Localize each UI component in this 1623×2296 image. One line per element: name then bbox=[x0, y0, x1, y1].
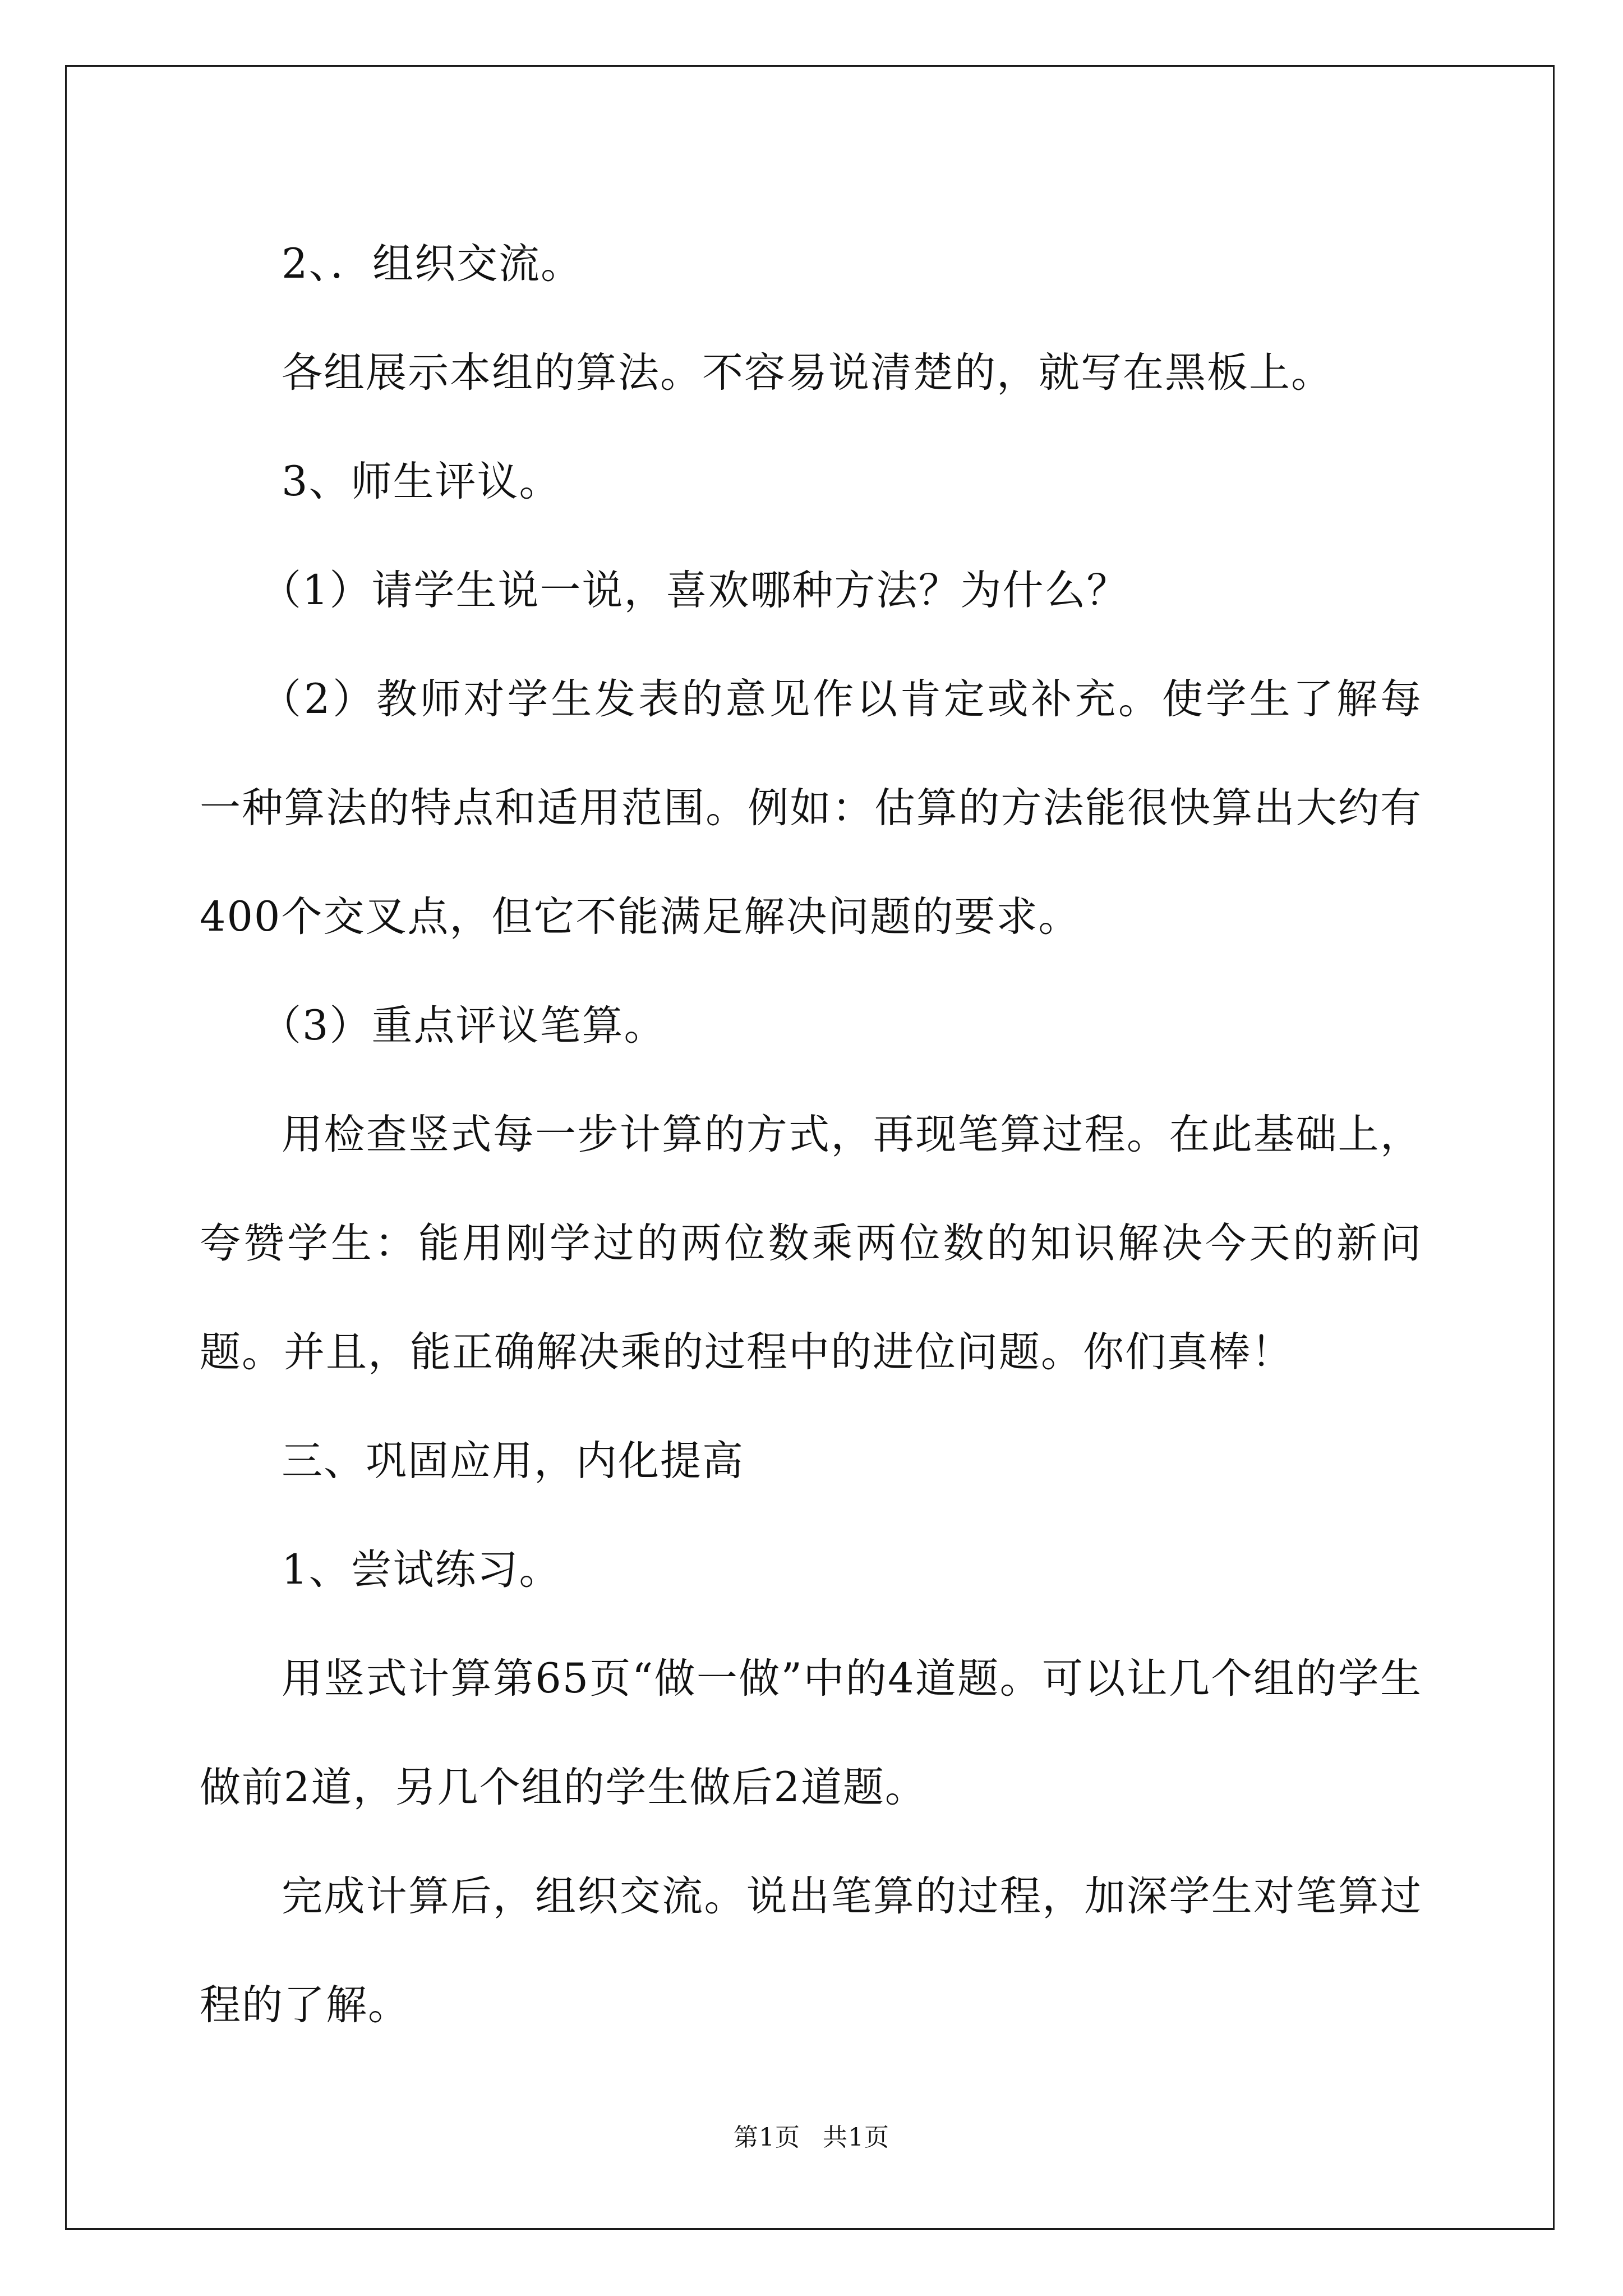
paragraph: 完成计算后，组织交流。说出笔算的过程，加深学生对笔算过程的了解。 bbox=[200, 1872, 1422, 2029]
paragraph: 各组展示本组的算法。不容易说清楚的，就写在黑板上。 bbox=[282, 349, 1333, 397]
page-total: 共1页 bbox=[823, 2123, 889, 2152]
paragraph: （2）教师对学生发表的意见作以肯定或补充。使学生了解每一种算法的特点和适用范围。例如：估算的方法能很快算出大约有400个交叉点，但它不能满足解决问题的要求。 bbox=[200, 675, 1422, 941]
document-body bbox=[200, 210, 1422, 2060]
paragraph: 用竖式计算第65页“做一做”中的4道题。可以让几个组的学生做前2道，另几个组的学生做后2道题。 bbox=[200, 1655, 1422, 1811]
paragraph: （3）重点评议笔算。 bbox=[260, 1002, 666, 1050]
paragraph: （1）请学生说一说，喜欢哪种方法？为什么？ bbox=[260, 567, 1129, 614]
paragraph: 3、师生评议。 bbox=[282, 458, 561, 505]
paragraph: 三、巩固应用，内化提高 bbox=[282, 1437, 744, 1485]
page-number: 第1页 bbox=[734, 2123, 800, 2152]
paragraph: 1、尝试练习。 bbox=[282, 1546, 561, 1594]
paragraph: 2、．组织交流。 bbox=[282, 240, 583, 288]
page-footer bbox=[0, 2121, 1623, 2155]
paragraph: 用检查竖式每一步计算的方式，再现笔算过程。在此基础上，夸赞学生：能用刚学过的两位数乘两位数的知识解决今天的新问题。并且，能正确解决乘的过程中的进位问题。你们真棒！ bbox=[200, 1111, 1422, 1376]
